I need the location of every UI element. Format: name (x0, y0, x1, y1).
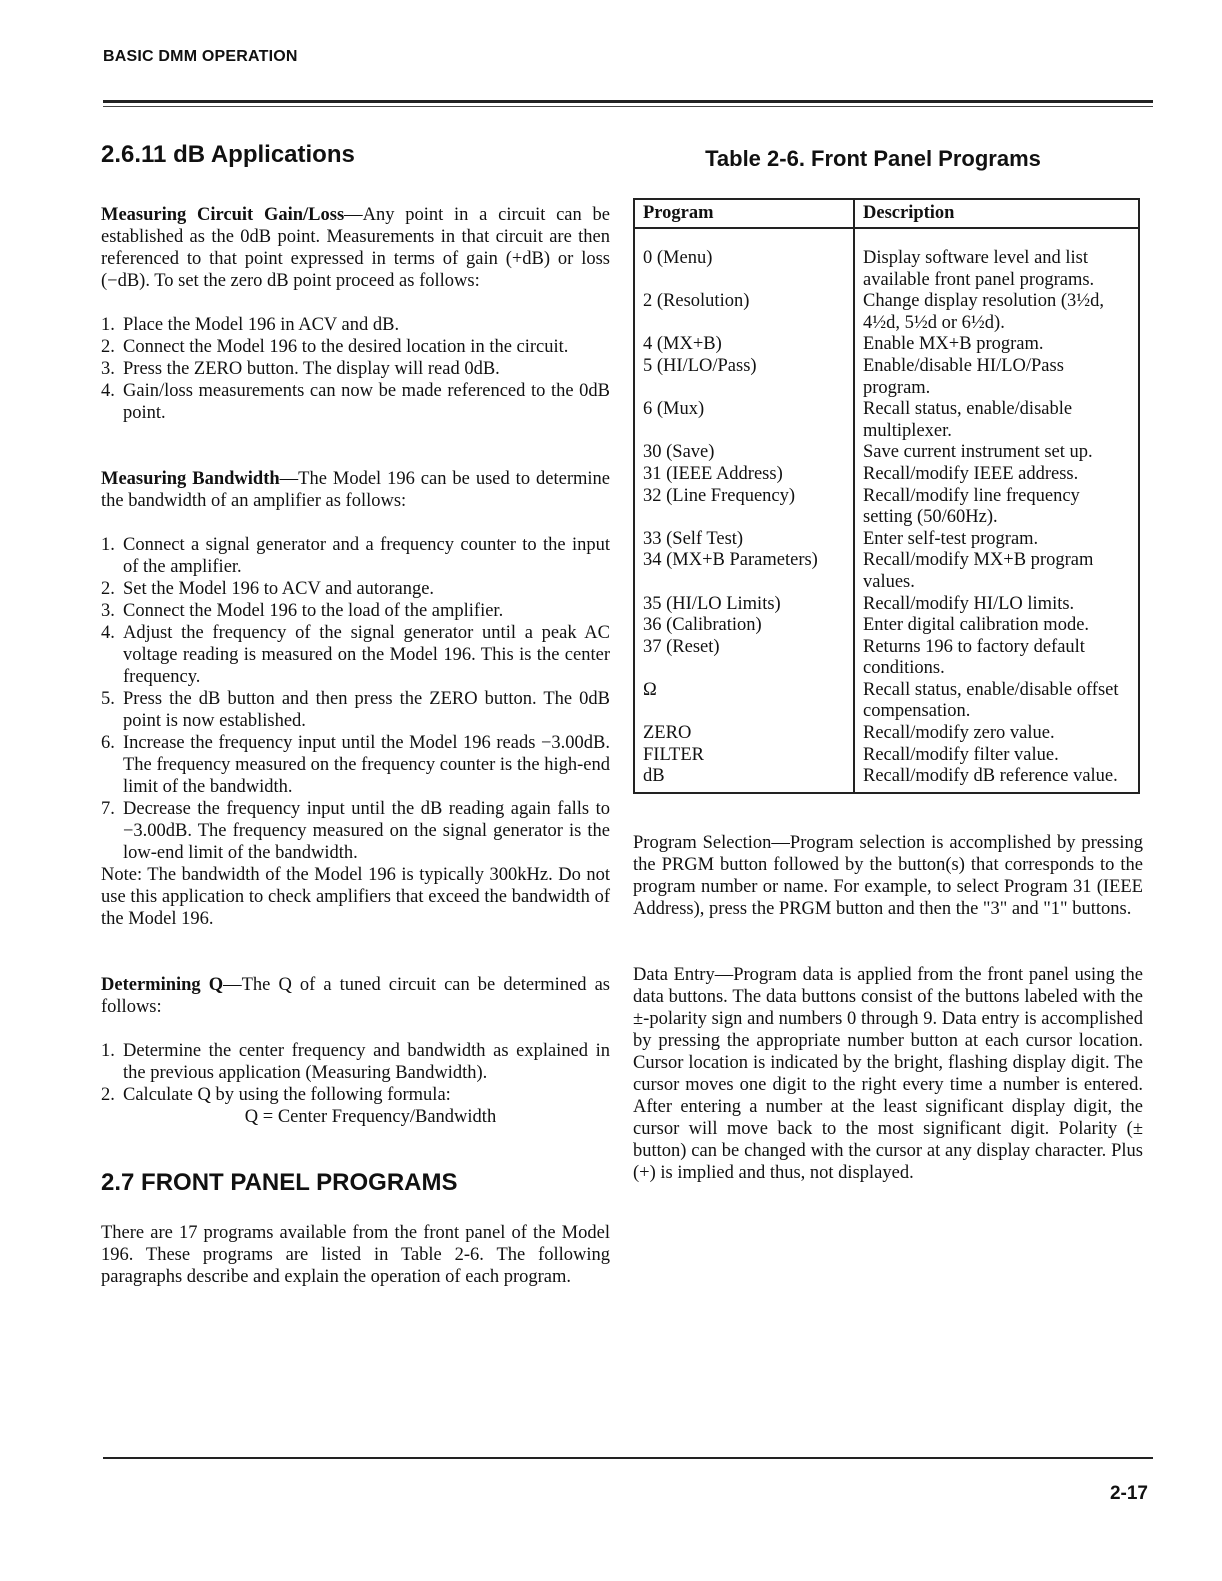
description-cell: Recall status, enable/disable multiplexer. (854, 399, 1139, 442)
list-item: 4. Adjust the frequency of the signal generator until a peak AC voltage reading is measured on the Model 196. This is the center frequency. (101, 623, 610, 687)
table-row (634, 248, 1139, 291)
table-row (634, 356, 1139, 399)
table-row (634, 464, 1139, 486)
description-cell: Enable/disable HI/LO/Pass program. (854, 356, 1139, 399)
q-text: —The Q of a tuned circuit can be determined as follows: (101, 975, 611, 1017)
list-item: 1. Determine the center frequency and bandwidth as explained in the previous application (Measuring Bandwidth). (101, 1041, 610, 1083)
description-cell: Returns 196 to factory default conditions. (854, 637, 1139, 680)
bandwidth-text: —The Model 196 can be used to determine the bandwidth of an amplifier as follows: (101, 469, 610, 511)
program-cell: FILTER (634, 745, 854, 767)
running-head: BASIC DMM OPERATION (103, 48, 298, 65)
list-item: 3. Press the ZERO button. The display will read 0dB. (101, 359, 500, 379)
program-cell: 30 (Save) (634, 442, 854, 464)
gain-loss-paragraph (101, 204, 610, 292)
header-rule-thin (103, 106, 1153, 107)
table-row (634, 680, 1139, 723)
bandwidth-paragraph (101, 468, 610, 512)
description-cell: Recall/modify line frequency setting (50/60Hz). (854, 486, 1139, 529)
program-cell: ZERO (634, 723, 854, 745)
program-cell: 31 (IEEE Address) (634, 464, 854, 486)
program-cell: 32 (Line Frequency) (634, 486, 854, 529)
table-row (634, 529, 1139, 551)
program-cell: 34 (MX+B Parameters) (634, 550, 854, 593)
table-row (634, 766, 1139, 793)
footer-rule (103, 1457, 1153, 1459)
section-heading-db-applications: 2.6.11 dB Applications (101, 141, 355, 168)
section-heading-front-panel-programs: 2.7 FRONT PANEL PROGRAMS (101, 1169, 458, 1196)
description-cell: Recall status, enable/disable offset compensation. (854, 680, 1139, 723)
list-item: 7. Decrease the frequency input until the dB reading again falls to −3.00dB. The frequency measured on the signal generator is the low-end limit of the bandwidth. (101, 799, 610, 863)
table-row (634, 637, 1139, 680)
right-column (633, 140, 1143, 1184)
list-item: 2. Set the Model 196 to ACV and autorange. (101, 579, 435, 599)
table-row (634, 615, 1139, 637)
program-cell: dB (634, 766, 854, 793)
description-cell: Recall/modify IEEE address. (854, 464, 1139, 486)
table-row (634, 550, 1139, 593)
table-row (634, 334, 1139, 356)
page-number: 2-17 (1109, 1483, 1148, 1504)
program-selection-paragraph: Program Selection—Program selection is accomplished by pressing the PRGM button followed by the button(s) that corresponds to the program number or name. For example, to select Program 31 (IEEE Address), press the PRGM button and then the "3" and "1" buttons. (633, 832, 1143, 919)
list-item: 3. Connect the Model 196 to the load of the amplifier. (101, 601, 504, 621)
list-item: 5. Press the dB button and then press the ZERO button. The 0dB point is now established. (101, 689, 610, 731)
bandwidth-note: Note: The bandwidth of the Model 196 is typically 300kHz. Do not use this application to check amplifiers that exceed the bandwidth of the Model 196. (101, 865, 610, 929)
header-rule (103, 100, 1153, 103)
program-cell: 36 (Calibration) (634, 615, 854, 637)
program-cell: 6 (Mux) (634, 399, 854, 442)
list-item: 2. Connect the Model 196 to the desired location in the circuit. (101, 337, 569, 357)
description-cell: Recall/modify MX+B program values. (854, 550, 1139, 593)
gain-loss-lead: Measuring Circuit Gain/Loss (101, 205, 345, 225)
program-cell: 2 (Resolution) (634, 291, 854, 334)
list-item: 6. Increase the frequency input until the Model 196 reads −3.00dB. The frequency measured on the frequency counter is the high-end limit of the bandwidth. (101, 733, 610, 797)
list-item: 4. Gain/loss measurements can now be made referenced to the 0dB point. (101, 381, 610, 423)
description-cell: Enable MX+B program. (854, 334, 1139, 356)
description-cell: Recall/modify dB reference value. (854, 766, 1139, 793)
program-cell: 37 (Reset) (634, 637, 854, 680)
table-title: Table 2-6. Front Panel Programs (705, 146, 1041, 171)
description-cell: Display software level and list available front panel programs. (854, 248, 1139, 291)
table-row (634, 594, 1139, 616)
table-row (634, 291, 1139, 334)
bandwidth-lead: Measuring Bandwidth (101, 469, 280, 489)
program-cell: Ω (634, 680, 854, 723)
programs-table (633, 198, 1140, 794)
gain-loss-text: —Any point in a circuit can be established as the 0dB point. Measurements in that circuit are then referenced to that point expressed in terms of gain (+dB) or loss (−dB). To set the zero dB point proceed as follows: (101, 205, 610, 291)
table-row (634, 723, 1139, 745)
description-cell: Recall/modify filter value. (854, 745, 1139, 767)
column-header-description: Description (854, 199, 1139, 228)
q-paragraph (101, 974, 610, 1018)
table-spacer-row (634, 228, 1139, 248)
program-cell: 5 (HI/LO/Pass) (634, 356, 854, 399)
description-cell: Enter digital calibration mode. (854, 615, 1139, 637)
table-row (634, 486, 1139, 529)
program-cell: 33 (Self Test) (634, 529, 854, 551)
program-cell: 4 (MX+B) (634, 334, 854, 356)
list-item: 1. Place the Model 196 in ACV and dB. (101, 315, 400, 335)
table-body (634, 228, 1139, 793)
description-cell: Change display resolution (3½d, 4½d, 5½d or 6½d). (854, 291, 1139, 334)
front-panel-intro: There are 17 programs available from the front panel of the Model 196. These programs are listed in Table 2-6. The following paragraphs describe and explain the operation of each program. (101, 1223, 610, 1287)
bandwidth-steps (101, 534, 610, 864)
program-cell: 0 (Menu) (634, 248, 854, 291)
description-cell: Enter self-test program. (854, 529, 1139, 551)
data-entry-paragraph: Data Entry—Program data is applied from the front panel using the data buttons. The data buttons consist of the buttons labeled with the ±-polarity sign and numbers 0 through 9. Data entry is accomplished by pressing the appropriate number button at each cursor location. Cursor location is indicated by the bright, flashing display digit. The cursor moves one digit to the right every time a number is entered. After entering a number at the least significant display digit, the cursor will move back to the most significant digit. Polarity (± button) can be changed with the cursor at any display character. Plus (+) is implied and thus, not displayed. (633, 964, 1143, 1183)
gain-loss-steps (101, 314, 610, 424)
description-cell: Save current instrument set up. (854, 442, 1139, 464)
table-row (634, 745, 1139, 767)
list-item: 1. Connect a signal generator and a frequency counter to the input of the amplifier. (101, 535, 610, 577)
left-column (101, 140, 610, 1288)
column-header-program: Program (634, 199, 854, 228)
q-steps (101, 1040, 610, 1106)
description-cell: Recall/modify HI/LO limits. (854, 594, 1139, 616)
q-formula: Q = Center Frequency/Bandwidth (244, 1107, 497, 1127)
list-item: 2. Calculate Q by using the following formula: (101, 1085, 451, 1105)
table-row (634, 399, 1139, 442)
table-header-row (634, 199, 1139, 228)
table-row (634, 442, 1139, 464)
program-cell: 35 (HI/LO Limits) (634, 594, 854, 616)
description-cell: Recall/modify zero value. (854, 723, 1139, 745)
q-lead: Determining Q (101, 975, 224, 995)
